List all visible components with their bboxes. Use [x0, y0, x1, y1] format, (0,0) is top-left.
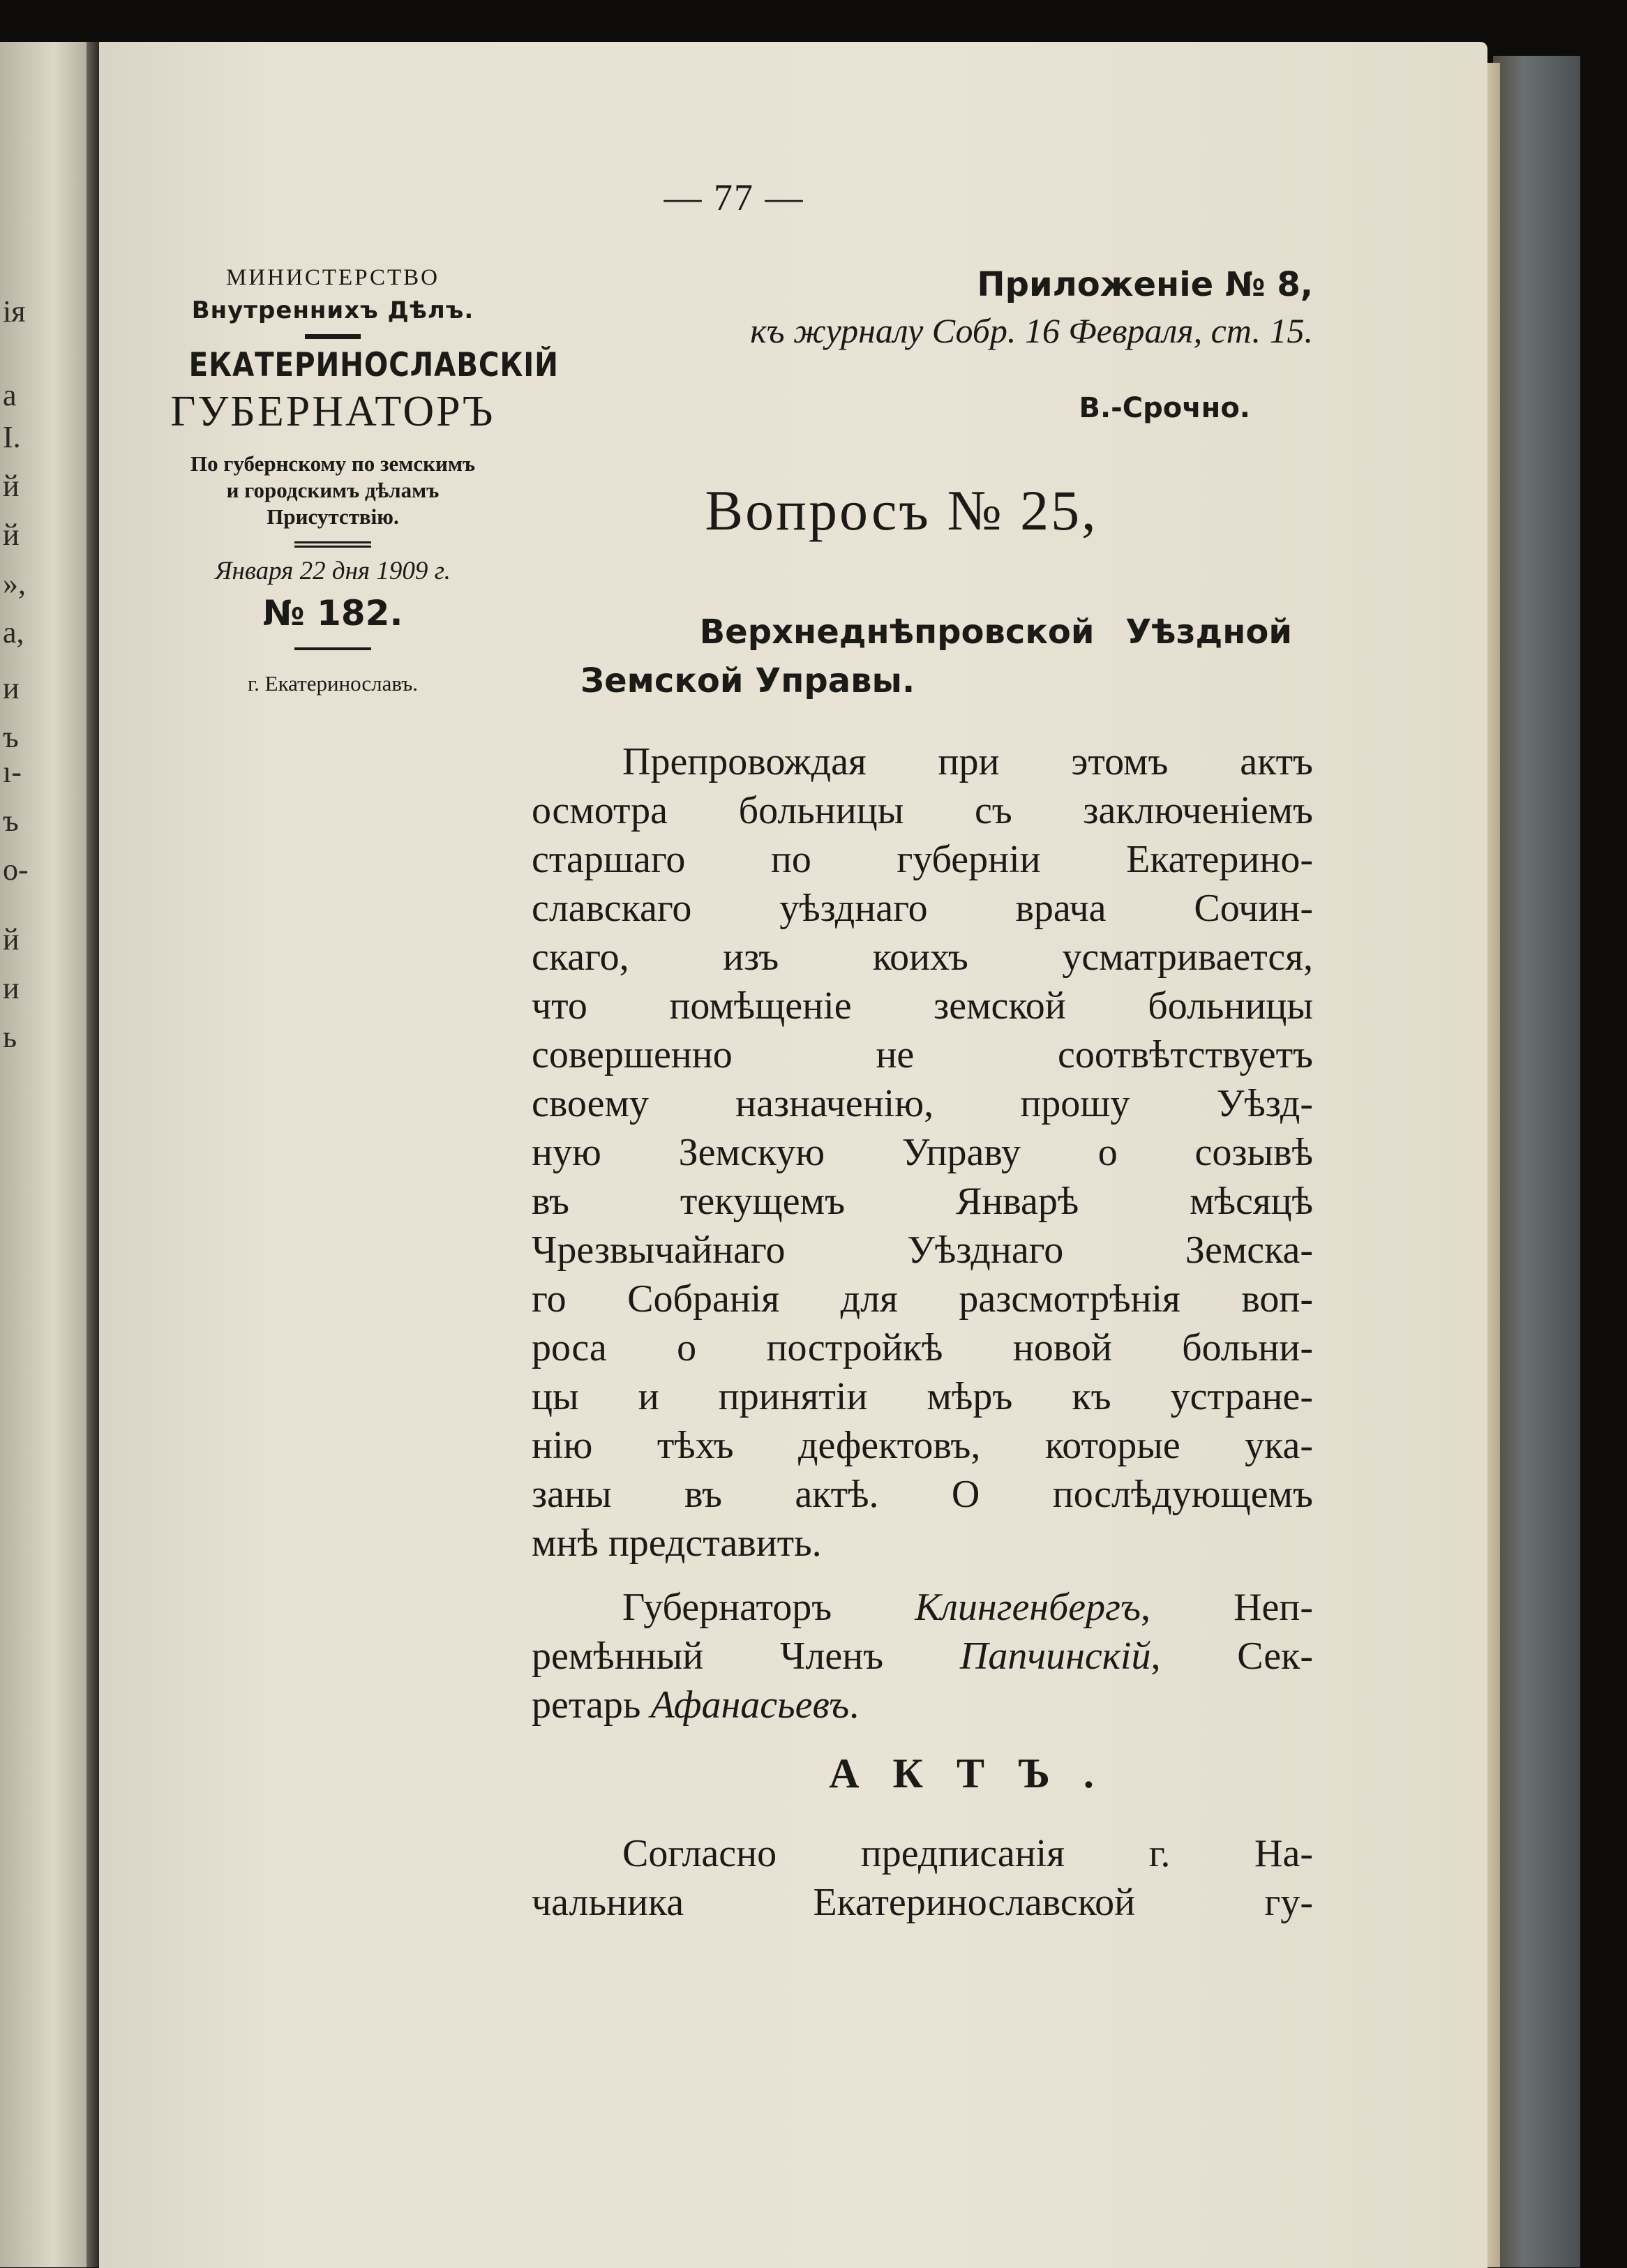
- facing-page-fragment: »,: [3, 566, 26, 601]
- signature-role: ремѣнный Членъ: [532, 1635, 960, 1678]
- appendix-reference: къ журналу Собр. 16 Февраля, ст. 15.: [750, 311, 1313, 350]
- presence-line: По губернскому по земскимъ: [190, 451, 476, 476]
- facing-page-fragment: и: [3, 971, 20, 1005]
- body-line: старшаго по губерніи Екатерино-: [532, 838, 1313, 881]
- body-line: ную Земскую Управу о созывѣ: [532, 1131, 1313, 1174]
- facing-page-fragment: ı-: [3, 755, 22, 789]
- facing-page-fragment: и: [3, 671, 20, 705]
- signature-role: , Сек-: [1150, 1635, 1313, 1678]
- body-line: скаго, изъ коихъ усматривается,: [532, 936, 1313, 979]
- body-line: что помѣщеніе земской больницы: [532, 984, 1313, 1028]
- governorate-name: ЕКАТЕРИНОСЛАВСКІЙ: [188, 346, 559, 384]
- subject-line: Земской Управы.: [580, 661, 915, 700]
- act-title: АКТЪ.: [829, 1750, 1127, 1796]
- body-line: осмотра больницы съ заключеніемъ: [532, 789, 1313, 832]
- facing-page-fragment: а: [3, 378, 17, 412]
- facing-page-fragment: ь: [3, 1020, 17, 1054]
- page-number: — 77 —: [663, 177, 804, 218]
- signature-line: [532, 1683, 1313, 1727]
- signature-role: Губернаторъ: [622, 1586, 915, 1629]
- facing-page-fragment: І.: [3, 420, 21, 454]
- body-line: го Собранія для разсмотрѣнія воп-: [532, 1277, 1313, 1321]
- body-line: Чрезвычайнаго Уѣзднаго Земска-: [532, 1229, 1313, 1272]
- sender-city: г. Екатеринославъ.: [247, 671, 419, 696]
- ministry-name: МИНИСТЕРСТВО: [226, 265, 440, 290]
- divider: [305, 334, 361, 339]
- body-line: заны въ актѣ. О послѣдующемъ: [532, 1473, 1313, 1516]
- document-number: № 182.: [262, 593, 403, 633]
- body-line: своему назначенію, прошу Уѣзд-: [532, 1082, 1313, 1125]
- facing-page-fragment: о-: [3, 853, 29, 887]
- secretary-signature: Афанасьевъ: [650, 1683, 850, 1727]
- facing-page-fragment: й: [3, 518, 20, 552]
- body-line: роса о постройкѣ новой больни-: [532, 1326, 1313, 1369]
- body-line: совершенно не соотвѣтствуетъ: [532, 1033, 1313, 1076]
- body-line: въ текущемъ Январѣ мѣсяцѣ: [532, 1180, 1313, 1223]
- act-line: чальника Екатеринославской гу-: [532, 1881, 1313, 1924]
- facing-page-fragment: й: [3, 469, 20, 503]
- document-page: [99, 42, 1487, 2268]
- governor-title: ГУБЕРНАТОРЪ: [170, 388, 495, 435]
- facing-page-fragment: й: [3, 922, 20, 956]
- signature-role: ретарь: [532, 1683, 651, 1727]
- urgency-mark: В.-Срочно.: [1079, 392, 1250, 424]
- document-date: Января 22 дня 1909 г.: [215, 557, 451, 585]
- divider: [294, 647, 371, 650]
- book-cover-edge: [1493, 56, 1580, 2267]
- signature-role: , Неп-: [1141, 1586, 1313, 1629]
- appendix-title: Приложеніе № 8,: [977, 265, 1313, 304]
- presence-line: и городскимъ дѣламъ: [226, 478, 440, 502]
- body-line: славскаго уѣзднаго врача Сочин-: [532, 887, 1313, 930]
- facing-page-fragment: ъ: [3, 804, 19, 838]
- body-line: Препровождая при этомъ актъ: [622, 740, 1313, 783]
- question-title: Вопросъ № 25,: [705, 479, 1098, 542]
- act-line: Согласно предписанія г. На-: [622, 1832, 1313, 1875]
- facing-page-edge: [0, 42, 98, 2267]
- facing-page-fragment: ія: [3, 294, 26, 329]
- body-line: цы и принятіи мѣръ къ устране-: [532, 1375, 1313, 1418]
- ministry-subtitle: Внутреннихъ Дѣлъ.: [191, 296, 474, 324]
- facing-page-fragment: ъ: [3, 720, 19, 754]
- subject-line: Верхнеднѣпровской Уѣздной: [699, 613, 1292, 652]
- member-signature: Папчинскій: [959, 1635, 1151, 1678]
- body-line: нію тѣхъ дефектовъ, которые ука-: [532, 1424, 1313, 1467]
- presence-line: Присутствію.: [267, 504, 399, 529]
- body-line: мнѣ представить.: [532, 1522, 822, 1565]
- sender-block: [165, 265, 559, 696]
- signature-role: .: [849, 1683, 860, 1727]
- signature-line: [622, 1585, 1313, 1630]
- divider: [294, 541, 371, 548]
- facing-page-fragment: а,: [3, 615, 24, 649]
- governor-signature: Клингенбергъ: [915, 1586, 1141, 1629]
- signature-line: [532, 1634, 1313, 1679]
